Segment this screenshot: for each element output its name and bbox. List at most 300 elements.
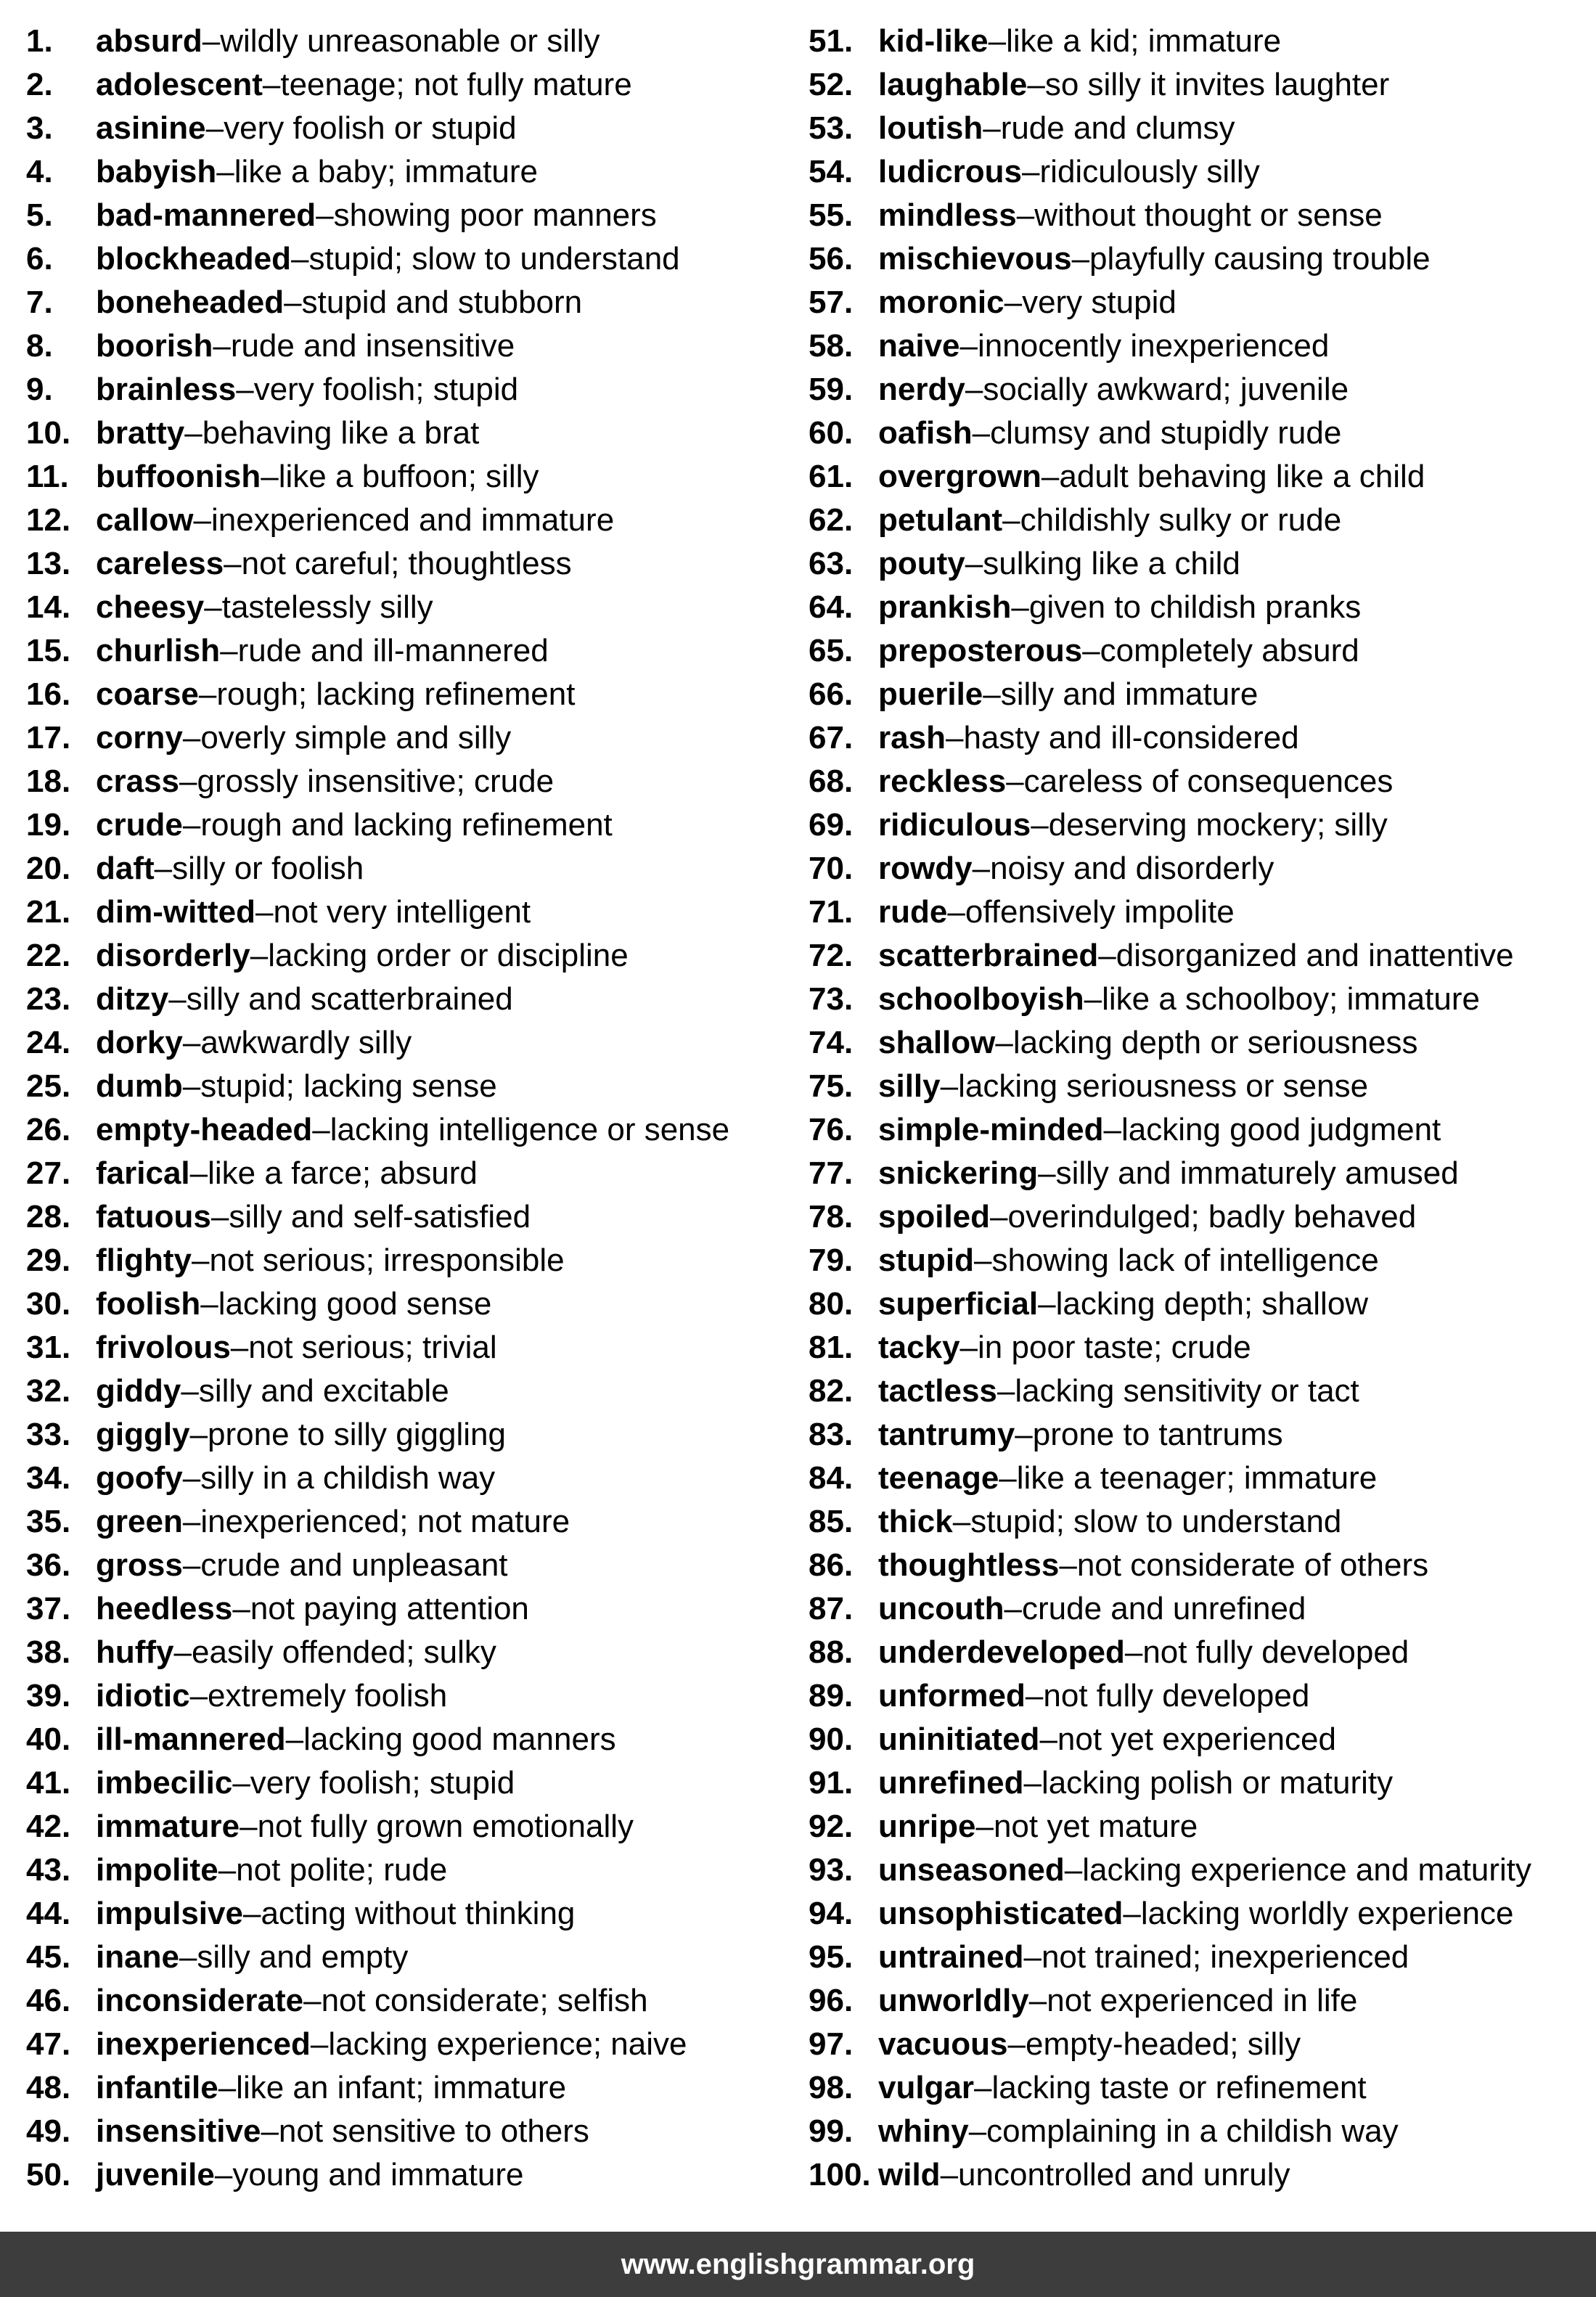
item-word: asinine [96, 110, 206, 146]
item-definition: showing poor manners [333, 197, 657, 233]
item-number: 31. [26, 1330, 71, 1365]
item-number: 77. [809, 1155, 854, 1191]
footer-url[interactable]: www.englishgrammar.org [621, 2248, 975, 2280]
list-item [809, 1197, 1592, 1241]
item-separator: – [983, 110, 1001, 146]
item-definition: rough; lacking refinement [216, 676, 576, 712]
item-number: 42. [26, 1809, 71, 1844]
item-separator: – [952, 1504, 971, 1539]
item-separator: – [983, 676, 1001, 712]
item-definition: adult behaving like a child [1059, 459, 1425, 494]
item-separator: – [200, 1286, 218, 1322]
item-number: 28. [26, 1199, 71, 1235]
word-list-column-right [809, 22, 1592, 2199]
item-definition: extremely foolish [208, 1678, 448, 1713]
item-separator: – [959, 1330, 978, 1365]
item-number: 85. [809, 1504, 854, 1539]
item-number: 90. [809, 1721, 854, 1757]
item-definition: like a schoolboy; immature [1102, 981, 1480, 1017]
item-number: 73. [809, 981, 854, 1017]
item-word: impulsive [96, 1896, 243, 1931]
item-word: vacuous [878, 2026, 1008, 2062]
item-word: dumb [96, 1068, 183, 1104]
item-number: 11. [26, 459, 69, 494]
item-definition: grossly insensitive; crude [197, 763, 554, 799]
item-definition: not considerate; selfish [321, 1983, 648, 2018]
item-definition: not considerate of others [1076, 1547, 1429, 1583]
item-separator: – [240, 1809, 258, 1844]
list-item [26, 2112, 795, 2155]
item-number: 9. [26, 372, 53, 407]
item-separator: – [965, 372, 983, 407]
item-definition: lacking good manners [303, 1721, 616, 1757]
list-item [809, 1285, 1592, 1328]
list-item [26, 283, 795, 327]
item-definition: lacking good judgment [1121, 1112, 1441, 1147]
item-number: 78. [809, 1199, 854, 1235]
item-word: fatuous [96, 1199, 211, 1235]
item-number: 44. [26, 1896, 71, 1931]
list-item [26, 2155, 795, 2199]
item-number: 30. [26, 1286, 71, 1322]
item-definition: hasty and ill-considered [963, 720, 1299, 756]
item-number: 66. [809, 676, 854, 712]
item-separator: – [1038, 1286, 1056, 1322]
item-number: 89. [809, 1678, 854, 1713]
footer-bar [0, 2232, 1596, 2297]
item-separator: – [940, 2157, 959, 2192]
list-item [26, 1459, 795, 1502]
list-item [26, 806, 795, 849]
list-item [26, 1633, 795, 1676]
list-item [26, 1197, 795, 1241]
item-definition: childishly sulky or rude [1020, 502, 1342, 538]
item-separator: – [968, 2113, 987, 2149]
item-number: 64. [809, 589, 854, 625]
list-item [809, 980, 1592, 1023]
item-word: rude [878, 894, 948, 930]
item-number: 86. [809, 1547, 854, 1583]
item-number: 1. [26, 23, 53, 59]
item-separator: – [1022, 154, 1040, 189]
item-number: 70. [809, 851, 854, 886]
item-definition: teenage; not fully mature [280, 67, 632, 102]
item-definition: socially awkward; juvenile [983, 372, 1349, 407]
item-separator: – [972, 851, 991, 886]
list-item [809, 457, 1592, 501]
item-word: dim-witted [96, 894, 255, 930]
item-number: 84. [809, 1460, 854, 1496]
item-word: giggly [96, 1417, 190, 1452]
item-separator: – [182, 1068, 201, 1104]
item-definition: not yet experienced [1057, 1721, 1336, 1757]
list-item [26, 544, 795, 588]
item-word: prankish [878, 589, 1012, 625]
item-separator: – [285, 1721, 304, 1757]
item-word: corny [96, 720, 183, 756]
list-item [26, 1807, 795, 1851]
item-word: farical [96, 1155, 190, 1191]
list-item [809, 1110, 1592, 1154]
list-item [26, 1372, 795, 1415]
item-word: scatterbrained [878, 938, 1099, 973]
item-number: 79. [809, 1242, 854, 1278]
item-word: adolescent [96, 67, 263, 102]
item-definition: lacking depth; shallow [1055, 1286, 1369, 1322]
list-item [26, 109, 795, 152]
item-definition: like a teenager; immature [1016, 1460, 1378, 1496]
item-definition: not fully developed [1142, 1634, 1409, 1670]
item-number: 43. [26, 1852, 71, 1888]
item-word: ill-mannered [96, 1721, 286, 1757]
item-number: 15. [26, 633, 71, 668]
item-separator: – [990, 1199, 1008, 1235]
item-definition: silly and immature [1000, 676, 1259, 712]
item-separator: – [230, 1330, 249, 1365]
item-separator: – [1123, 1896, 1141, 1931]
item-definition: disorganized and inattentive [1116, 938, 1514, 973]
item-separator: – [284, 284, 302, 320]
item-number: 20. [26, 851, 71, 886]
item-definition: silly and self-satisfied [229, 1199, 531, 1235]
item-definition: rude and clumsy [1000, 110, 1235, 146]
list-item [26, 849, 795, 893]
list-item [809, 1851, 1592, 1894]
list-item [809, 718, 1592, 762]
item-number: 17. [26, 720, 71, 756]
item-number: 22. [26, 938, 71, 973]
item-number: 10. [26, 415, 71, 451]
list-item [26, 196, 795, 239]
item-number: 63. [809, 546, 854, 581]
list-item [809, 936, 1592, 980]
item-separator: – [242, 1896, 261, 1931]
list-item [26, 327, 795, 370]
item-word: stupid [878, 1242, 974, 1278]
item-word: buffoonish [96, 459, 261, 494]
item-number: 33. [26, 1417, 71, 1452]
item-definition: without thought or sense [1034, 197, 1383, 233]
item-definition: rude and ill-mannered [237, 633, 549, 668]
item-word: kid-like [878, 23, 989, 59]
item-separator: – [940, 1068, 959, 1104]
list-item [809, 631, 1592, 675]
item-word: untrained [878, 1939, 1024, 1975]
item-definition: not fully grown emotionally [257, 1809, 634, 1844]
item-word: daft [96, 851, 155, 886]
item-number: 100. [809, 2157, 871, 2192]
item-separator: – [261, 459, 279, 494]
item-separator: – [312, 1112, 330, 1147]
item-number: 7. [26, 284, 53, 320]
list-item [26, 152, 795, 196]
list-item [809, 762, 1592, 806]
item-separator: – [988, 23, 1007, 59]
item-definition: silly and empty [197, 1939, 409, 1975]
item-number: 8. [26, 328, 53, 364]
item-separator: – [316, 197, 334, 233]
list-item [809, 1502, 1592, 1546]
list-item [809, 65, 1592, 109]
item-number: 76. [809, 1112, 854, 1147]
item-number: 91. [809, 1765, 854, 1801]
item-separator: – [1103, 1112, 1121, 1147]
item-separator: – [193, 502, 211, 538]
item-number: 59. [809, 372, 854, 407]
list-item [809, 893, 1592, 936]
list-item [26, 65, 795, 109]
item-separator: – [262, 67, 281, 102]
item-separator: – [224, 546, 242, 581]
item-number: 45. [26, 1939, 71, 1975]
item-word: oafish [878, 415, 973, 451]
list-item [26, 675, 795, 718]
list-item [809, 327, 1592, 370]
list-item [26, 22, 795, 65]
item-word: blockheaded [96, 241, 291, 277]
item-separator: – [1084, 981, 1102, 1017]
item-number: 72. [809, 938, 854, 973]
item-definition: lacking seriousness or sense [958, 1068, 1369, 1104]
list-item [809, 370, 1592, 414]
item-word: immature [96, 1809, 240, 1844]
item-separator: – [182, 1460, 201, 1496]
item-number: 24. [26, 1025, 71, 1060]
list-item [809, 1981, 1592, 2025]
item-number: 18. [26, 763, 71, 799]
item-definition: young and immature [232, 2157, 524, 2192]
item-definition: not polite; rude [236, 1852, 448, 1888]
list-item [809, 588, 1592, 631]
item-number: 12. [26, 502, 71, 538]
item-separator: – [232, 1765, 250, 1801]
item-number: 37. [26, 1591, 71, 1626]
item-number: 67. [809, 720, 854, 756]
item-definition: offensively impolite [965, 894, 1235, 930]
item-number: 49. [26, 2113, 71, 2149]
item-separator: – [218, 2070, 237, 2105]
item-number: 14. [26, 589, 71, 625]
list-item [26, 718, 795, 762]
item-separator: – [232, 1591, 250, 1626]
item-word: underdeveloped [878, 1634, 1125, 1670]
item-number: 65. [809, 633, 854, 668]
list-item [809, 1546, 1592, 1589]
item-word: inane [96, 1939, 179, 1975]
item-separator: – [189, 1678, 208, 1713]
item-number: 88. [809, 1634, 854, 1670]
item-separator: – [182, 720, 201, 756]
item-number: 51. [809, 23, 854, 59]
item-definition: like a baby; immature [234, 154, 538, 189]
item-separator: – [173, 1634, 192, 1670]
item-word: petulant [878, 502, 1003, 538]
item-definition: not serious; irresponsible [209, 1242, 565, 1278]
item-definition: crude and unrefined [1022, 1591, 1306, 1626]
item-word: unseasoned [878, 1852, 1065, 1888]
item-number: 95. [809, 1939, 854, 1975]
item-definition: crude and unpleasant [200, 1547, 508, 1583]
item-definition: uncontrolled and unruly [958, 2157, 1290, 2192]
item-number: 93. [809, 1852, 854, 1888]
item-definition: like a kid; immature [1006, 23, 1282, 59]
list-item [26, 1502, 795, 1546]
item-separator: – [310, 2026, 329, 2062]
item-word: bad-mannered [96, 197, 316, 233]
item-number: 53. [809, 110, 854, 146]
item-separator: – [1016, 197, 1035, 233]
item-definition: like a farce; absurd [208, 1155, 478, 1191]
item-definition: noisy and disorderly [990, 851, 1274, 886]
list-item [26, 1067, 795, 1110]
item-word: impolite [96, 1852, 218, 1888]
item-number: 6. [26, 241, 53, 277]
item-number: 16. [26, 676, 71, 712]
item-number: 40. [26, 1721, 71, 1757]
item-number: 19. [26, 807, 71, 843]
list-item [809, 2025, 1592, 2068]
list-item [809, 1067, 1592, 1110]
item-word: vulgar [878, 2070, 975, 2105]
item-separator: – [220, 633, 238, 668]
list-item [809, 239, 1592, 283]
item-separator: – [216, 154, 234, 189]
item-definition: not careful; thoughtless [241, 546, 572, 581]
item-definition: not serious; trivial [248, 1330, 497, 1365]
item-word: schoolboyish [878, 981, 1084, 1017]
list-item [809, 1459, 1592, 1502]
item-separator: – [1059, 1547, 1077, 1583]
item-separator: – [213, 328, 231, 364]
item-separator: – [179, 1939, 197, 1975]
item-word: simple-minded [878, 1112, 1104, 1147]
item-word: ridiculous [878, 807, 1031, 843]
item-definition: very stupid [1022, 284, 1176, 320]
item-word: gross [96, 1547, 183, 1583]
list-item [26, 1894, 795, 1938]
item-word: unrefined [878, 1765, 1024, 1801]
item-word: unsophisticated [878, 1896, 1124, 1931]
list-item [26, 2025, 795, 2068]
item-definition: easily offended; sulky [192, 1634, 496, 1670]
item-definition: complaining in a childish way [986, 2113, 1399, 2149]
list-item [26, 1154, 795, 1197]
item-separator: – [972, 415, 991, 451]
item-definition: not sensitive to others [278, 2113, 589, 2149]
item-definition: lacking sensitivity or tact [1015, 1373, 1359, 1409]
item-number: 41. [26, 1765, 71, 1801]
item-separator: – [947, 894, 965, 930]
list-item [26, 1981, 795, 2025]
item-separator: – [1038, 1155, 1056, 1191]
list-item [809, 1328, 1592, 1372]
list-item [809, 414, 1592, 457]
item-separator: – [182, 1504, 201, 1539]
item-separator: – [154, 851, 173, 886]
item-number: 46. [26, 1983, 71, 2018]
item-word: teenage [878, 1460, 999, 1496]
item-definition: silly or foolish [172, 851, 364, 886]
item-definition: clumsy and stupidly rude [990, 415, 1342, 451]
list-item [26, 239, 795, 283]
item-word: frivolous [96, 1330, 231, 1365]
item-separator: – [182, 807, 201, 843]
list-item [26, 1328, 795, 1372]
item-word: shallow [878, 1025, 996, 1060]
item-number: 75. [809, 1068, 854, 1104]
item-number: 68. [809, 763, 854, 799]
item-word: tacky [878, 1330, 960, 1365]
item-definition: prone to tantrums [1032, 1417, 1283, 1452]
item-number: 48. [26, 2070, 71, 2105]
item-separator: – [1071, 241, 1090, 277]
item-word: inconsiderate [96, 1983, 304, 2018]
item-separator: – [181, 1373, 199, 1409]
item-number: 4. [26, 154, 53, 189]
list-item [26, 1851, 795, 1894]
item-word: uninitiated [878, 1721, 1040, 1757]
item-word: disorderly [96, 938, 250, 973]
item-definition: wildly unreasonable or silly [220, 23, 600, 59]
item-definition: lacking worldly experience [1140, 1896, 1514, 1931]
item-separator: – [250, 938, 269, 973]
list-item [809, 196, 1592, 239]
item-separator: – [1023, 1939, 1042, 1975]
item-number: 50. [26, 2157, 71, 2192]
item-definition: awkwardly silly [200, 1025, 412, 1060]
item-word: crude [96, 807, 183, 843]
item-word: infantile [96, 2070, 218, 2105]
item-definition: prone to silly giggling [208, 1417, 506, 1452]
item-word: callow [96, 502, 194, 538]
item-definition: overindulged; badly behaved [1007, 1199, 1417, 1235]
item-separator: – [1007, 2026, 1026, 2062]
item-separator: – [1124, 1634, 1143, 1670]
item-separator: – [198, 676, 217, 712]
item-number: 81. [809, 1330, 854, 1365]
item-separator: – [214, 2157, 233, 2192]
item-number: 23. [26, 981, 71, 1017]
item-number: 61. [809, 459, 854, 494]
item-definition: acting without thinking [261, 1896, 576, 1931]
item-word: wild [878, 2157, 941, 2192]
item-separator: – [974, 2070, 992, 2105]
item-definition: innocently inexperienced [978, 328, 1330, 364]
item-separator: – [999, 1460, 1017, 1496]
item-word: heedless [96, 1591, 233, 1626]
item-separator: – [261, 2113, 279, 2149]
item-number: 38. [26, 1634, 71, 1670]
item-definition: lacking depth or seriousness [1012, 1025, 1418, 1060]
list-item [26, 1764, 795, 1807]
list-item [809, 806, 1592, 849]
list-item [809, 152, 1592, 196]
list-item [809, 1894, 1592, 1938]
item-separator: – [1011, 589, 1029, 625]
item-word: uncouth [878, 1591, 1004, 1626]
item-number: 25. [26, 1068, 71, 1104]
item-number: 21. [26, 894, 71, 930]
item-definition: lacking taste or refinement [991, 2070, 1367, 2105]
item-definition: very foolish or stupid [224, 110, 517, 146]
item-definition: in poor taste; crude [978, 1330, 1251, 1365]
item-word: rowdy [878, 851, 973, 886]
item-definition: overly simple and silly [200, 720, 512, 756]
item-separator: – [184, 415, 202, 451]
list-item [26, 980, 795, 1023]
item-definition: playfully causing trouble [1089, 241, 1431, 277]
item-word: foolish [96, 1286, 201, 1322]
